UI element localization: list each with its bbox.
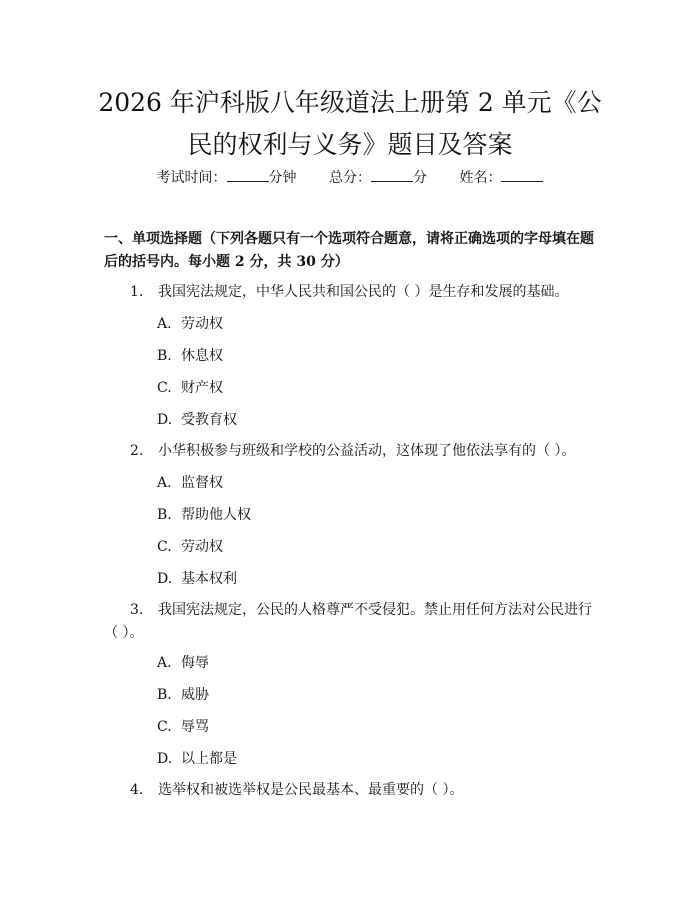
- question-2-option-b: B. 帮助他人权: [157, 507, 251, 523]
- question-2-option-c: C. 劳动权: [157, 539, 223, 555]
- total-score-label: 总分：: [329, 170, 371, 186]
- question-1-option-d: D. 受教育权: [157, 412, 237, 428]
- question-3-option-a: A. 侮辱: [157, 655, 209, 671]
- question-2-option-a: A. 监督权: [157, 475, 223, 491]
- question-1-option-a: A. 劳动权: [157, 316, 223, 332]
- exam-info: [0, 168, 700, 188]
- question-1-option-c: C. 财产权: [157, 380, 223, 396]
- question-number: 1.: [130, 284, 144, 300]
- exam-time-unit: 分钟: [268, 170, 297, 186]
- question-number: 4.: [130, 782, 144, 798]
- question-4: [104, 779, 596, 802]
- question-3-option-d: D. 以上都是: [157, 751, 237, 767]
- question-2-option-d: D. 基本权利: [157, 571, 237, 587]
- name-field: [459, 170, 543, 186]
- question-3-option-b: B. 威胁: [157, 687, 209, 703]
- question-text: 小华积极参与班级和学校的公益活动，这体现了他依法享有的（ ）。: [158, 443, 576, 459]
- question-3: [104, 599, 596, 645]
- question-2: [104, 440, 596, 463]
- question-1: [104, 281, 596, 304]
- exam-time-label: 考试时间：: [156, 170, 227, 186]
- total-score-blank: [371, 168, 413, 182]
- section-title: 一、单项选择题（下列各题只有一个选项符合题意，请将正确选项的字母填在题后的括号内。每小题 2 分，共 30 分）: [104, 231, 594, 270]
- question-text: 我国宪法规定，中华人民共和国公民的（ ）是生存和发展的基础。: [158, 284, 569, 300]
- page-title: [60, 82, 640, 166]
- name-blank: [501, 168, 543, 182]
- question-3-option-c: C. 辱骂: [157, 719, 209, 735]
- title-line-2: 民的权利与义务》题目及答案: [187, 130, 513, 159]
- title-line-1: 2026 年沪科版八年级道法上册第 2 单元《公: [98, 88, 602, 117]
- question-text: 我国宪法规定，公民的人格尊严不受侵犯。禁止用任何方法对公民进行（ ）。: [104, 602, 592, 641]
- total-score-field: [329, 170, 431, 186]
- exam-time-field: [157, 170, 301, 186]
- total-score-unit: 分: [413, 170, 427, 186]
- question-text: 选举权和被选举权是公民最基本、最重要的（ ）。: [158, 782, 464, 798]
- question-1-option-b: B. 休息权: [157, 348, 223, 364]
- exam-time-blank: [227, 168, 269, 182]
- question-number: 3.: [130, 602, 144, 618]
- question-number: 2.: [130, 443, 144, 459]
- name-label: 姓名：: [459, 170, 502, 186]
